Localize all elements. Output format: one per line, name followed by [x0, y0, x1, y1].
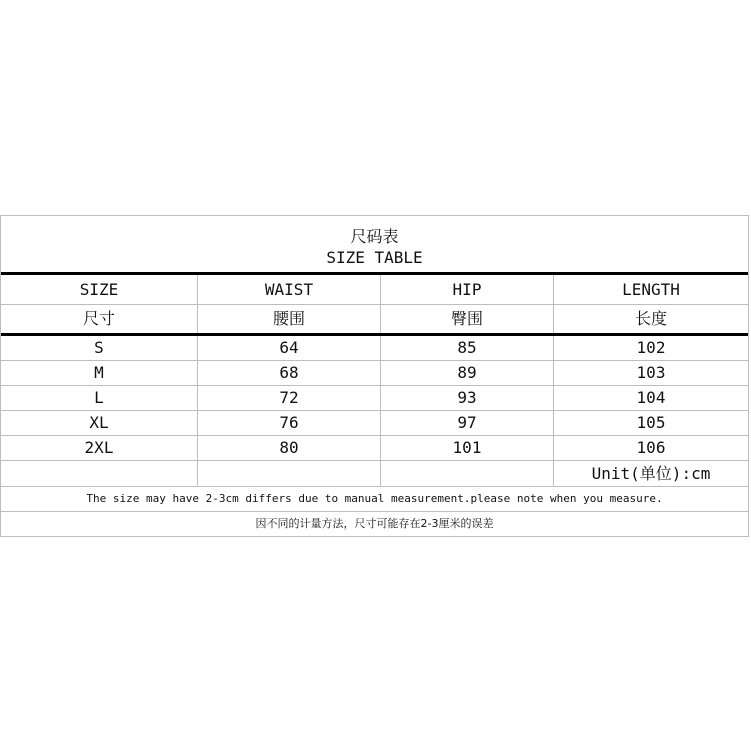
empty-cell	[198, 461, 381, 486]
size-chart	[0, 215, 749, 537]
header-length-cn: 长度	[634, 309, 667, 328]
unit-row	[1, 461, 748, 487]
measurement-note-cn: 因不同的计量方法，尺寸可能存在2-3厘米的误差	[255, 517, 494, 530]
header-waist: WAIST	[198, 275, 381, 304]
header-row-cn	[1, 305, 748, 336]
hip-cell: 101	[381, 436, 554, 460]
header-waist-cn: 腰围	[198, 305, 381, 333]
waist-cell: 68	[198, 361, 381, 385]
header-length: LENGTH	[622, 280, 680, 299]
header-hip: HIP	[381, 275, 554, 304]
hip-cell: 85	[381, 336, 554, 360]
table-row	[1, 436, 748, 461]
hip-cell: 89	[381, 361, 554, 385]
header-row-en	[1, 275, 748, 305]
size-cell: XL	[1, 411, 198, 435]
hip-cell: 97	[381, 411, 554, 435]
length-cell: 102	[636, 338, 666, 357]
unit-label: Unit(单位):cm	[591, 464, 711, 483]
hip-cell: 93	[381, 386, 554, 410]
empty-cell	[1, 461, 198, 486]
header-size-cn: 尺寸	[1, 305, 198, 333]
measurement-note-en: The size may have 2-3cm differs due to manual measurement.please note when you measure.	[1, 487, 748, 512]
size-cell: L	[1, 386, 198, 410]
table-row	[1, 411, 748, 436]
table-row	[1, 336, 748, 361]
table-row	[1, 386, 748, 411]
length-cell: 103	[636, 363, 666, 382]
waist-cell: 76	[198, 411, 381, 435]
length-cell: 104	[636, 388, 666, 407]
title-block	[1, 216, 748, 275]
chart-title-cn: 尺码表	[350, 227, 399, 246]
waist-cell: 80	[198, 436, 381, 460]
header-hip-cn: 臀围	[381, 305, 554, 333]
length-cell: 105	[636, 413, 666, 432]
table-row	[1, 361, 748, 386]
size-cell: 2XL	[1, 436, 198, 460]
empty-cell	[381, 461, 554, 486]
size-cell: M	[1, 361, 198, 385]
waist-cell: 64	[198, 336, 381, 360]
waist-cell: 72	[198, 386, 381, 410]
size-cell: S	[1, 336, 198, 360]
length-cell: 106	[636, 438, 666, 457]
header-size: SIZE	[1, 275, 198, 304]
chart-title-en: SIZE TABLE	[326, 248, 423, 267]
